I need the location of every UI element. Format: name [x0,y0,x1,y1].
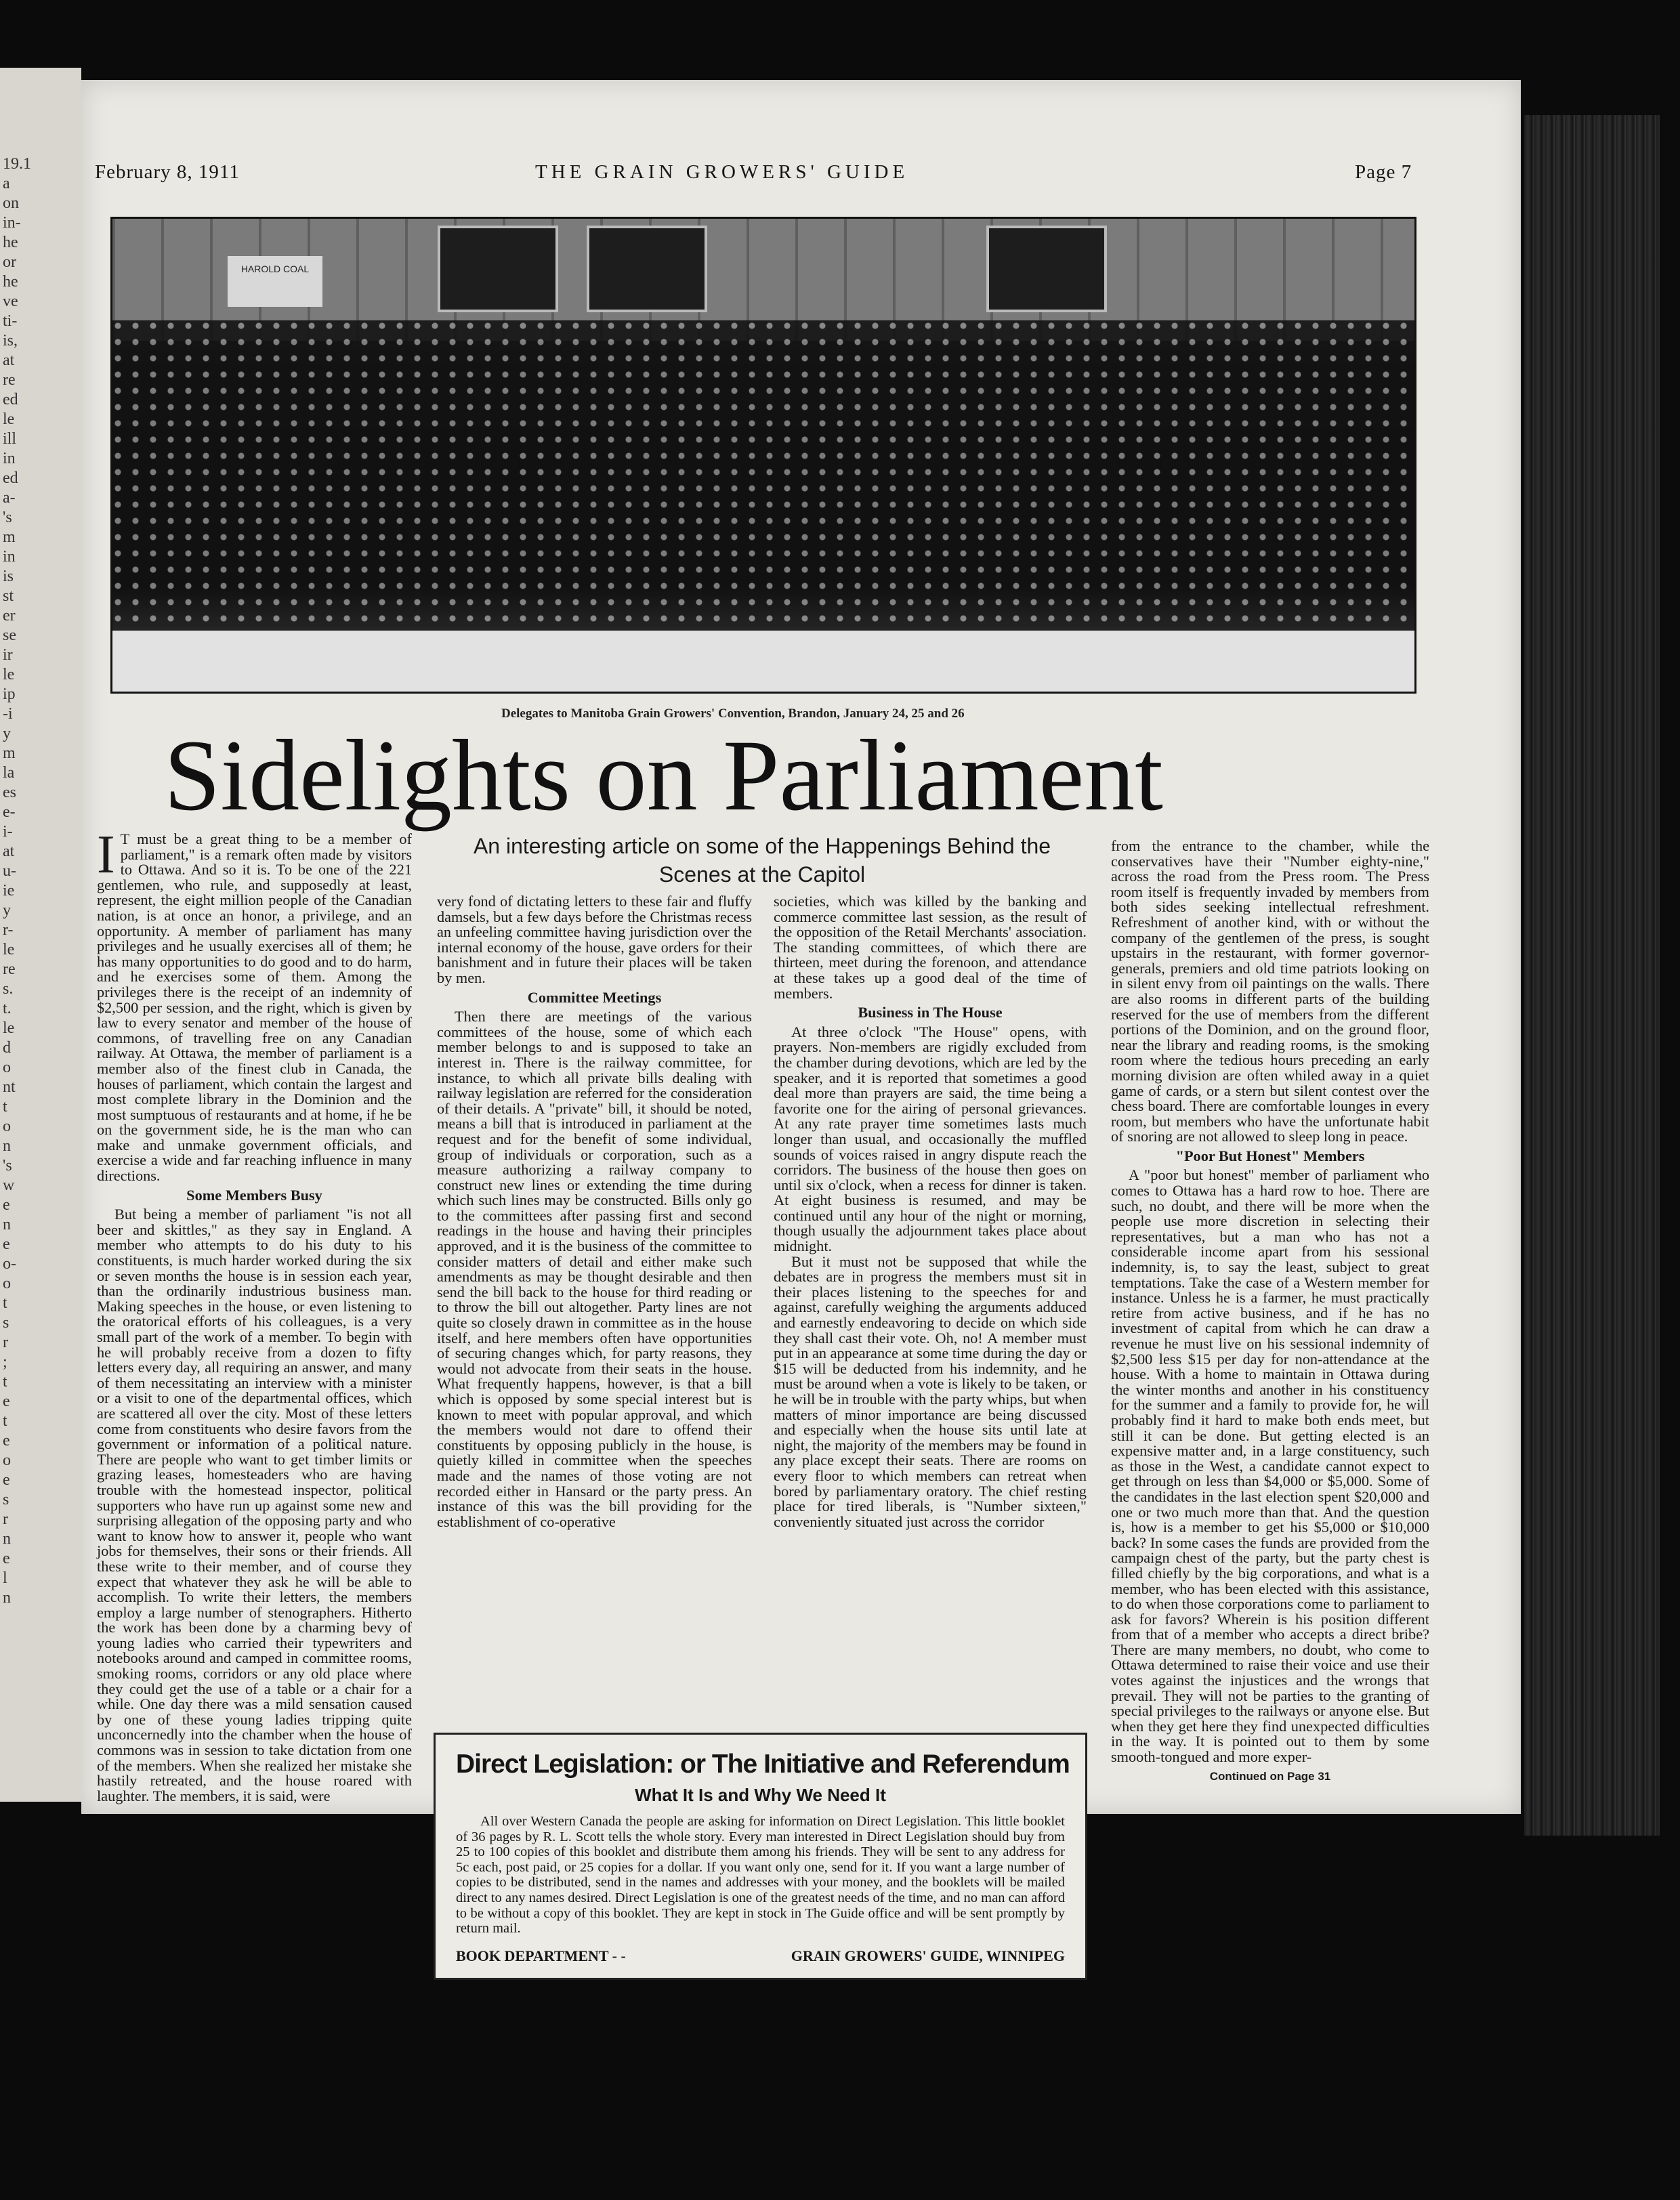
column-4 [1111,839,1429,1788]
facing-page-fragment: o [3,1118,11,1135]
paragraph: A "poor but honest" member of parliament who comes to Ottawa has a hard row to hoe. There are such, no doubt, and there will be more when the people use more discretion in selecting their representatives, but a man who has not a considerable income apart from his sessional indemnity, is, to say the least, subject to great temptations. Take the case of a Western member for instance. Unless he is a farmer, he must practically retire from active business, and if he has no investment of capital from which he can draw a revenue he must live on his sessional indemnity of $2,500 less $15 per day for non-attendance at the house. With a home to maintain in Ottawa during the winter months and another in his constituency for the summer and a family to provide for, he will probably find it hard to make both ends meet, but still it can be done. But getting elected is an expensive matter and, in a large constituency, such as those in the West, a candidate cannot expect to get through on less than $4,000 or $5,000. Some of the candidates in the last election spent $20,000 and one or two much more than that. And the question is, how is a member to get his $5,000 or $10,000 back? In some cases the funds are provided from the campaign chest of the party, but the party chest is filled chiefly by the big corporations, and what is a member, who has been elected with this assistance, to do when those corporations come to parliament to ask for favors? Wherein is his position different from that of a member who accepts a direct bribe? There are many members, no doubt, who come to Ottawa determined to raise their voice and use their votes against the injustices and the wrongs that prevail. They will not be parties to the granting of special privileges to the railways or anyone else. But when they get here they find unexpected difficulties in the way. It is pointed out to them by some smooth-tongued and more exper- [1111,1166,1429,1766]
facing-page-fragment: re [3,371,16,389]
section-heading: Committee Meetings [527,988,662,1006]
facing-page-fragment: y [3,725,11,742]
facing-page-fragment: n [3,1137,11,1155]
paragraph: Then there are meetings of the various committees of the house, some of which each member belongs to and is supposed to take an interest in. There is the railway committee, for instance, to which all private bills dealing with railway legislation are referred for the consideration of their details. A "private" bill, it should be noted, means a bill that is introduced in parliament at the request and for the benefit of some individual, group of individuals or corporation, such as a measure authorizing a railway company to construct new lines or extending the time during which such lines may be constructed. Bills only go to the committees after passing first and second readings in the house and having their principles approved, and it is the business of the committee to consider matters of detail and either make such amendments as may be thought desirable and then send the bill back to the house for third reading or to throw the bill out altogether. Party lines are not quite so closely drawn in committee as in the house itself, and here members often have opportunities of securing changes which, for party reasons, they would not advocate from their seats in the house. What frequently happens, however, is that a bill which is opposed by some special interest but is known to meet with popular approval, and which the members would not dare to offend their constituents by opposing publicly in the house, is quietly killed in committee when the speeches made and the names of those voting are not recorded either in Hansard or the party press. An instance of this was the bill providing for the establishment of co-operative [437,1008,752,1530]
facing-page-fragment: m [3,744,16,762]
facing-page-fragment: o [3,1059,11,1076]
facing-page-fragment: e [3,1196,10,1214]
facing-page-fragment: 's [3,1157,12,1175]
facing-page-fragment: 19.1 [3,155,31,173]
paragraph: But being a member of parliament "is not all beer and skittles," as they say in England. A member who attempts to do his duty to his constituents, is much harder worked during the six or seven months the house is in session each year, than the ordinarily industrious business man. Making speeches in the house, or even listening to the oratorical efforts of his colleagues, is a very small part of the work of a member. To begin with he will probably receive from a dozen to fifty letters every day, all requiring an answer, and many of them necessitating an interview with a minister or a visit to one of the departmental offices, which are scattered all over the city. Most of these letters come from constituents who desire favors from the government or information of a political nature. There are people who want to get timber limits or grazing leases, homesteaders who are having trouble with the homestead inspector, political supporters who have run up against some new and surprising allegation of the opposing party and who want to know how to answer it, people who want jobs for themselves, their sons or their friends. All these write to their member, and of course they expect that whatever they ask he will be able to accomplish. To write their letters, the members employ a large number of stenographers. Hitherto the work has been done by a charming bevy of young ladies who carried their typewriters and notebooks around and camped in committee rooms, smoking rooms, corridors or any old place where they could get the use of a table or a chair for a while. One day there was a mild sensation caused by one of these young ladies tripping quite unconcernedly into the chamber when the house of commons was in session to take dictation from one of the members. When she realized her mistake she hastily retreated, and the house roared with laughter. The members, it is said, were [97,1206,412,1804]
ad-headline: Direct Legislation: or The Initiative and Referendum [456,1750,1070,1779]
facing-page-fragment: on [3,194,19,212]
facing-page-fragment: i- [3,823,13,841]
facing-page-fragment: e [3,1550,10,1567]
facing-page-edge [0,68,81,1802]
photo-window [587,226,707,312]
facing-page-fragment: t [3,1294,7,1312]
facing-page-fragment: at [3,843,15,860]
facing-page-fragment: -i [3,705,13,723]
facing-page-fragment: t. [3,1000,12,1017]
continued-note: Continued on Page 31 [1209,1769,1331,1783]
photo-sign: HAROLD COAL [228,256,322,307]
section-heading: "Poor But Honest" Members [1175,1147,1365,1164]
facing-page-fragment: a [3,175,10,192]
header-date: February 8, 1911 [95,161,240,183]
facing-page-fragment: or [3,253,16,271]
facing-page-fragment: s [3,1314,9,1332]
ad-subheading: What It Is and Why We Need It [635,1785,886,1805]
column-3 [774,894,1087,1529]
column-1 [97,825,412,1804]
article-title: Sidelights on Parliament [164,719,1163,832]
book-binding [1524,115,1660,1836]
ad-footer [456,1947,1065,1965]
facing-page-fragment: e [3,1432,10,1450]
facing-page-fragment: nt [3,1078,16,1096]
facing-page-fragment: s. [3,980,14,998]
facing-page-fragment: n [3,1216,11,1233]
paragraph: At three o'clock "The House" opens, with prayers. Non-members are rigidly excluded from the chamber during devotions, which are led by the speaker, and it is reported that sometimes a good deal more than prayers are said, the time being a favorite one for the airing of personal grievances. At any rate prayer time sometimes lasts much longer than usual, and occasionally the muffled sounds of voices raised in angry dispute reach the corridors. The business of the house then goes on until six o'clock, when a recess for dinner is taken. At eight business is resumed, and may be continued until any hour of the night or morning, though usually the adjournment takes place about midnight. [774,1023,1087,1255]
paragraph: very fond of dictating letters to these fair and fluffy damsels, but a few days before the Christmas recess an unfeeling committee having jurisdiction over the internal economy of the house, gave orders for their banishment and in future their places will be taken by men. [437,893,752,986]
facing-page-fragment: he [3,273,18,291]
facing-page-fragment: r [3,1510,8,1528]
paragraph: T must be a great thing to be a member of parliament," is a remark often made by visitors to Ottawa. And so it is. To be one of the 221 gentlemen, who rule, and supposedly at least, represent, the eight million people of the Canadian nation, is at once an honor, a privilege, and an opportunity. A member of parliament has many privileges and he usually exercises all of them; he has many opportunities to do good and to do harm, and he exercises some of them. Among the privileges there is the receipt of an indemnity of $2,500 per session, and the right, which is given by law to every senator and member of the house of commons, of travelling free on any Canadian railway. At Ottawa, the member of parliament is a member also of the finest club in Canada, the houses of parliament, which contain the largest and most complete library in the Dominion and the most sumptuous of restaurants and at home, if he be on the government side, he is the man who can make and unmake government officials, and exercise a wide and far reaching influence in many directions. [97,830,412,1185]
drop-cap: I [97,825,115,885]
facing-page-fragment: le [3,941,15,958]
header-masthead: THE GRAIN GROWERS' GUIDE [535,161,909,183]
paragraph: But it must not be supposed that while the debates are in progress the members must sit in their places listening to the speeches for and against, carefully weighing the arguments adduced and earnestly endeavoring to decide on which side they shall cast their vote. Oh, no! A member must put in an appearance at some time during the day or $15 will be deducted from his indemnity, and he must be around when a vote is likely to be taken, or he will be in trouble with the party whips, but when matters of minor importance are being discussed and especially when the house sits until late at night, the majority of the members may be found in any place except their seats. There are rooms on every floor to which members can retreat when bored by parliamentary oratory. The chief resting place for tired liberals, is "Number sixteen," conveniently situated just across the corridor [774,1252,1087,1530]
facing-page-fragment: d [3,1039,11,1057]
facing-page-fragment: st [3,587,14,605]
ad-footer-department: BOOK DEPARTMENT - - [456,1947,626,1964]
facing-page-fragment: y [3,902,11,919]
facing-page-fragment: t [3,1098,7,1116]
header-page-number: Page 7 [1355,161,1412,183]
facing-page-fragment: n [3,1530,11,1548]
facing-page-fragment: in [3,450,16,467]
facing-page-fragment: ve [3,293,18,310]
facing-page-fragment: e- [3,803,16,821]
column-2 [437,894,752,1529]
facing-page-fragment: at [3,352,15,369]
facing-page-fragment: ie [3,882,15,900]
snow-foreground [112,631,1414,692]
facing-page-fragment: r- [3,921,14,939]
facing-page-fragment: s [3,1491,9,1508]
facing-page-fragment: u- [3,862,16,880]
facing-page-fragment: o [3,1452,11,1469]
convention-photograph [110,217,1416,694]
facing-page-fragment: l [3,1569,7,1587]
facing-page-fragment: n [3,1589,11,1607]
facing-page-fragment: le [3,1019,15,1037]
facing-page-fragment: ip [3,685,16,703]
crowd-of-delegates [112,320,1414,639]
section-heading: Some Members Busy [186,1186,322,1204]
photo-window [986,226,1107,312]
facing-page-fragment: e [3,1393,10,1410]
facing-page-fragment: o- [3,1255,16,1273]
photo-caption: Delegates to Manitoba Grain Growers' Convention, Brandon, January 24, 25 and 26 [501,706,965,721]
paragraph: from the entrance to the chamber, while the conservatives have their "Number eighty-nine," across the road from the Press room. The Press room itself is frequently invaded by members from both sides seeking intellectual refreshment. Refreshment of another kind, with or without the company of the gentlemen of the press, is sought upstairs in the restaurant, with former governor-generals, premiers and old time patriots looking on in silent envy from oil paintings on the walls. There are also rooms in different parts of the building reserved for the use of members from the different portions of the Dominion, and on the ground floor, near the library and reading rooms, is the smoking room where the tedious hours preceding an early morning division are often whiled away in a quiet game of cards, or a stern but silent contest over the chess board. There are comfortable lounges in every room, but members who have the unfortunate habit of snoring are not allowed to sleep long in peace. [1111,837,1429,1145]
paragraph: societies, which was killed by the banking and commerce committee last session, as the result of the opposition of the Retail Merchants' association. The standing committees, of which there are thirteen, meet during the forenoon, and attendance at these takes up a good deal of the time of members. [774,893,1087,1002]
facing-page-fragment: e [3,1235,10,1253]
facing-page-fragment: t [3,1373,7,1391]
facing-page-fragment: w [3,1177,15,1194]
ad-body: All over Western Canada the people are asking for information on Direct Legislation. This little booklet of 36 pages by R. L. Scott tells the whole story. Every man interested in Direct Legislation should buy from 25 to 100 copies of this booklet and distribute them among his friends. They will be sent to any address for 5c each, post paid, or 25 copies for a dollar. If you want only one, send for it. If you want a large number of copies to be distributed, send in the names and addresses with your money, and the booklets will be mailed direct to any names desired. Direct Legislation is one of the greatest needs of the time, and no man can afford to be without a copy of this booklet. They are kept in stock in The Guide office and will be sent promptly by return mail. [456,1814,1065,1937]
facing-page-fragment: se [3,627,16,644]
facing-page-fragment: he [3,234,18,251]
facing-page-fragment: la [3,764,15,782]
facing-page-fragment: o [3,1275,11,1292]
facing-page-fragment: r [3,1334,8,1351]
facing-page-fragment: a- [3,489,16,507]
facing-page-fragment: ir [3,646,13,664]
facing-page-fragment: is [3,568,14,585]
facing-page-fragment: le [3,666,15,683]
advertisement-box [434,1733,1087,1980]
article-subtitle: An interesting article on some of the Happenings Behind the Scenes at the Capitol [473,834,1051,887]
facing-page-fragment: 's [3,509,12,526]
photo-window [438,226,558,312]
facing-page-fragment: le [3,410,15,428]
facing-page-fragment: ed [3,391,18,408]
facing-page-fragment: ; [3,1353,7,1371]
facing-page-fragment: e [3,1471,10,1489]
ad-footer-publisher: GRAIN GROWERS' GUIDE, WINNIPEG [791,1947,1065,1964]
facing-page-fragment: is, [3,332,18,350]
section-heading: Business in The House [858,1004,1003,1021]
facing-page-fragment: in [3,548,16,566]
facing-page-fragment: er [3,607,16,625]
facing-page-fragment: ed [3,469,18,487]
facing-page-fragment: ill [3,430,17,448]
facing-page-fragment: t [3,1412,7,1430]
facing-page-fragment: re [3,960,16,978]
facing-page-fragment: ti- [3,312,18,330]
facing-page-fragment: m [3,528,16,546]
facing-page-fragment: in- [3,214,21,232]
facing-page-fragment: es [3,784,16,801]
